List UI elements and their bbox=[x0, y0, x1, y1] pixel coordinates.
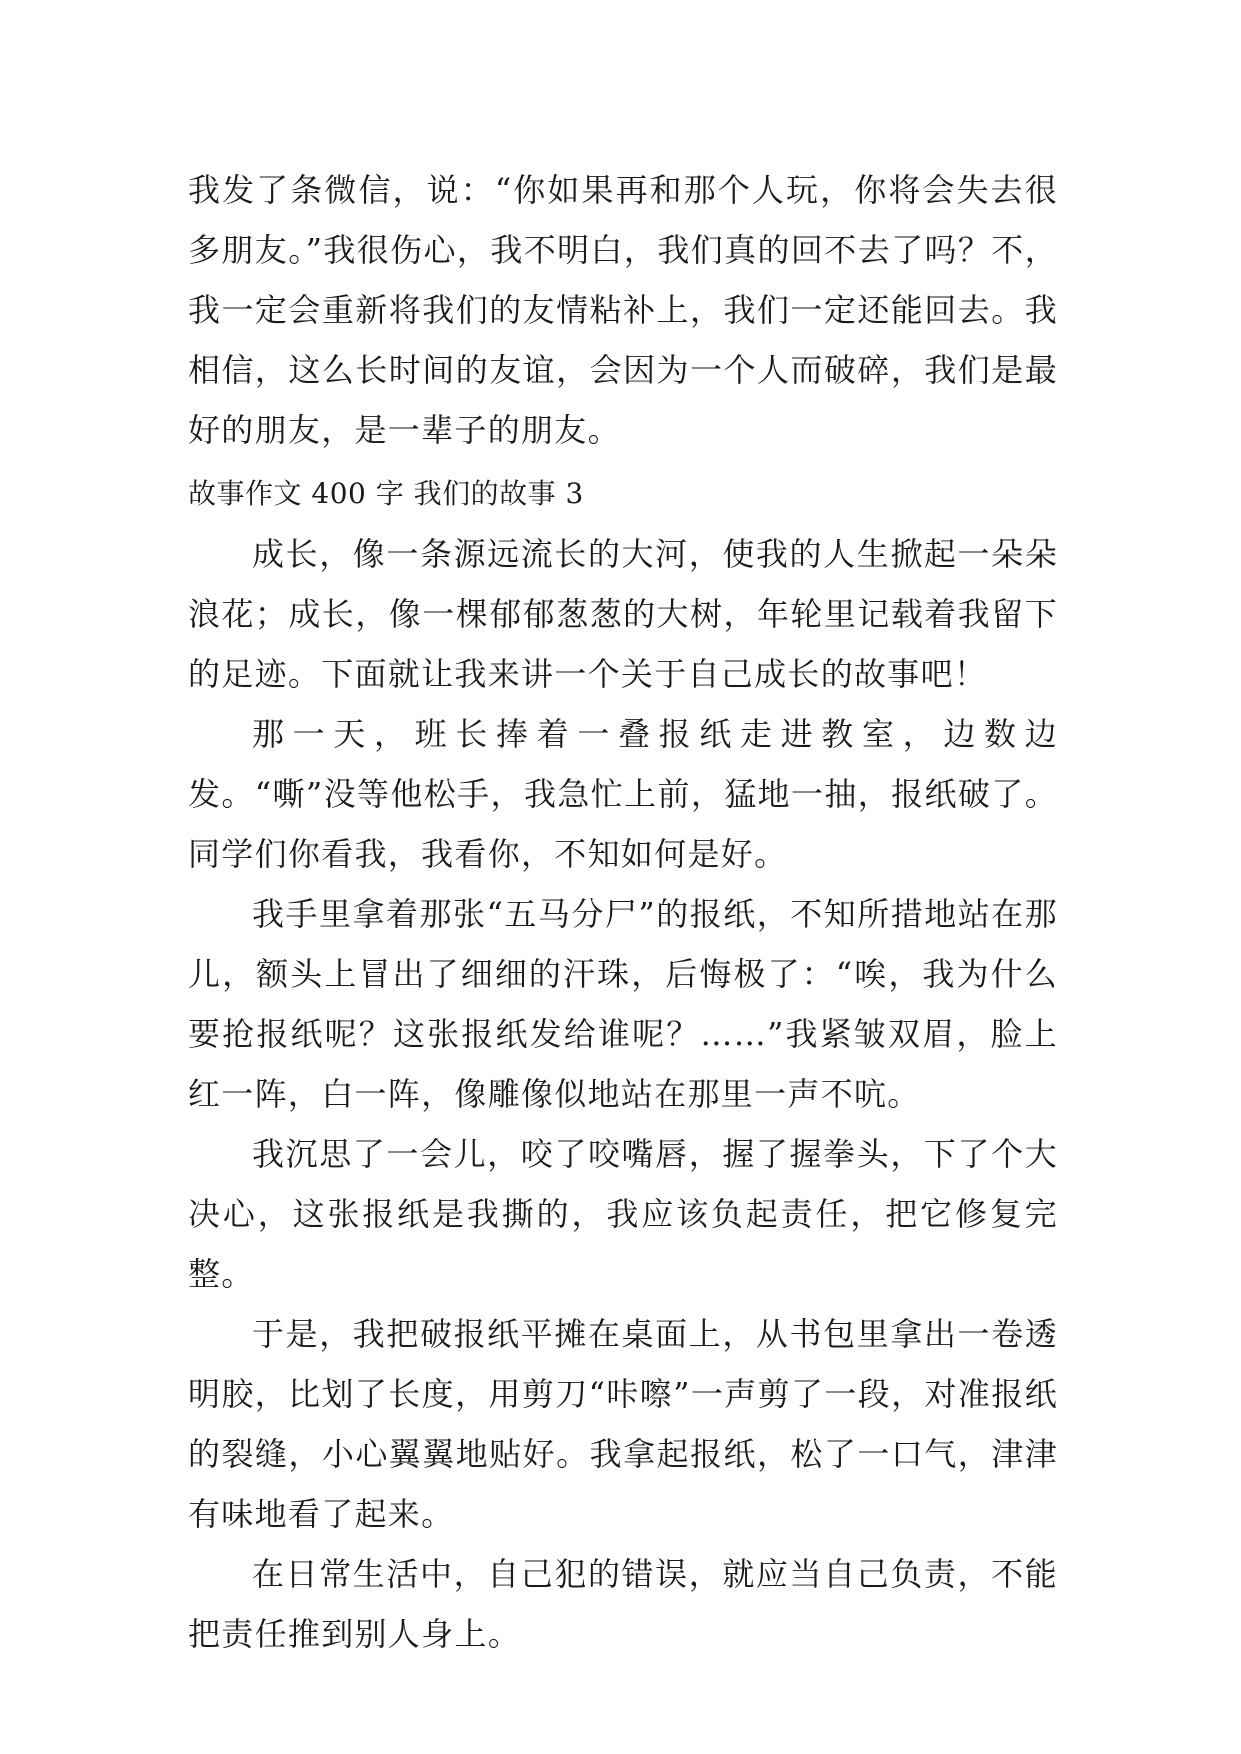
paragraph-intro-continued: 我发了条微信，说：“你如果再和那个人玩，你将会失去很多朋友。”我很伤心，我不明白，我们真的回不去了吗？不，我一定会重新将我们的友情粘补上，我们一定还能回去。我相信，这么长时间的友谊，会因为一个人而破碎，我们是最好的朋友，是一辈子的朋友。 bbox=[188, 171, 1058, 449]
story-paragraph-4: 我沉思了一会儿，咬了咬嘴唇，握了握拳头，下了个大决心，这张报纸是我撕的，我应该负起责任，把它修复完整。 bbox=[188, 1135, 1058, 1293]
story-paragraph-3: 我手里拿着那张“五马分尸”的报纸，不知所措地站在那儿，额头上冒出了细细的汗珠，后悔极了：“唉，我为什么要抢报纸呢？这张报纸发给谁呢？……”我紧皱双眉，脸上红一阵，白一阵，像雕像似地站在那里一声不吭。 bbox=[188, 895, 1058, 1113]
story-paragraph-2: 那一天，班长捧着一叠报纸走进教室，边数边发。“嘶”没等他松手，我急忙上前，猛地一抽，报纸破了。同学们你看我，我看你，不知如何是好。 bbox=[188, 715, 1058, 873]
story-paragraph-6: 在日常生活中，自己犯的错误，就应当自己负责，不能把责任推到别人身上。 bbox=[188, 1555, 1058, 1653]
section-title: 故事作文 400 字 我们的故事 3 bbox=[188, 477, 584, 510]
document-body bbox=[188, 160, 1058, 1664]
story-paragraph-1: 成长，像一条源远流长的大河，使我的人生掀起一朵朵浪花；成长，像一棵郁郁葱葱的大树，年轮里记载着我留下的足迹。下面就让我来讲一个关于自己成长的故事吧！ bbox=[188, 535, 1058, 693]
story-paragraph-5: 于是，我把破报纸平摊在桌面上，从书包里拿出一卷透明胶，比划了长度，用剪刀“咔嚓”一声剪了一段，对准报纸的裂缝，小心翼翼地贴好。我拿起报纸，松了一口气，津津有味地看了起来。 bbox=[188, 1315, 1058, 1533]
